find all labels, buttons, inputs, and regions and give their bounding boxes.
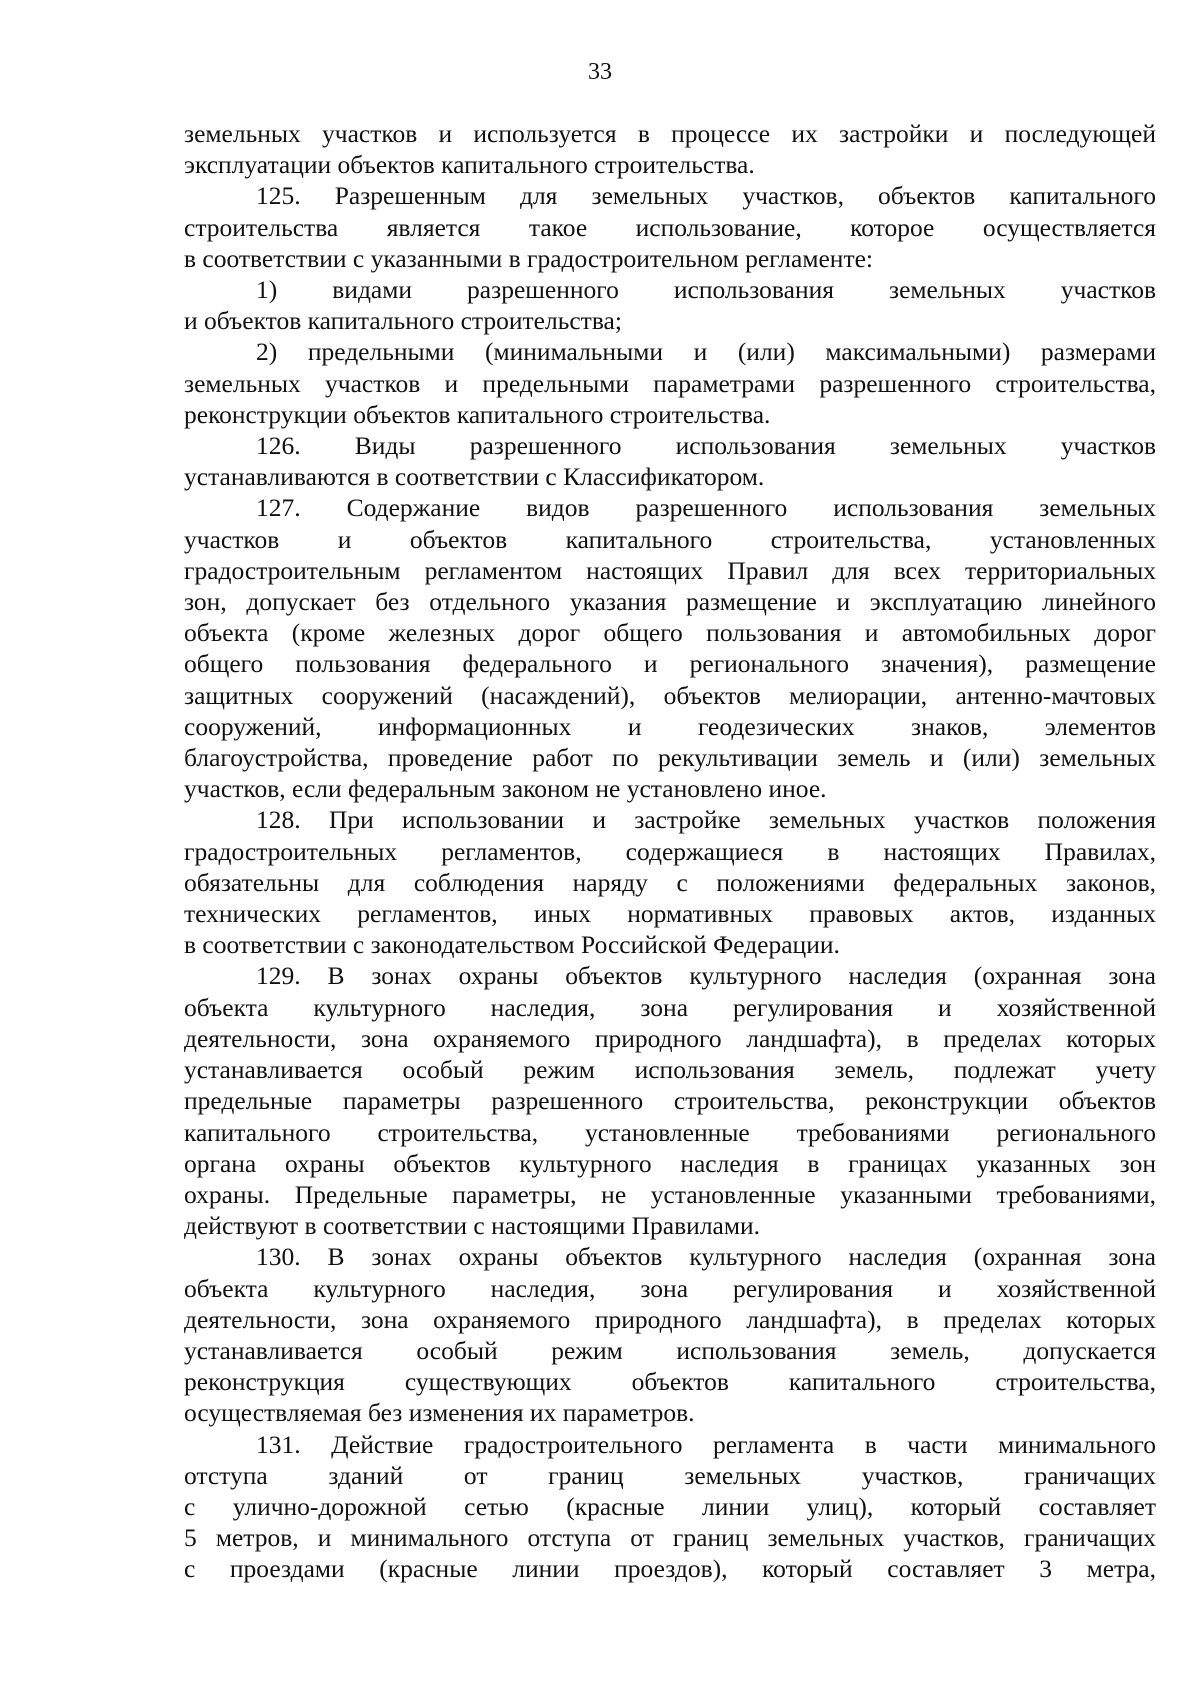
text-line: участков, если федеральным законом не установлено иное. — [184, 774, 827, 804]
text-line: действуют в соответствии с настоящими Правилами. — [184, 1211, 761, 1241]
text-line: технических регламентов, иных нормативных правовых актов, изданных — [184, 899, 1156, 929]
text-line: объекта (кроме железных дорог общего пользования и автомобильных дорог — [184, 618, 1156, 648]
text-line: с проездами (красные линии проездов), который составляет 3 метра, — [184, 1554, 1156, 1584]
text-line: деятельности, зона охраняемого природного ландшафта), в пределах которых — [184, 1304, 1156, 1334]
text-line: общего пользования федерального и регионального значения), размещение — [184, 649, 1156, 679]
text-line: 129. В зонах охраны объектов культурного наследия (охранная зона — [256, 961, 1156, 991]
text-line: участков и объектов капитального строительства, установленных — [184, 524, 1156, 554]
text-line: реконструкции объектов капитального строительства. — [184, 399, 771, 429]
text-line: 5 метров, и минимального отступа от границ земельных участков, граничащих — [184, 1523, 1156, 1553]
text-line: эксплуатации объектов капитального строительства. — [184, 150, 755, 180]
text-line: отступа зданий от границ земельных участков, граничащих — [184, 1460, 1156, 1490]
text-line: объекта культурного наследия, зона регулирования и хозяйственной — [184, 1273, 1156, 1303]
text-line: 128. При использовании и застройке земельных участков положения — [256, 805, 1156, 835]
text-line: устанавливается особый режим использования земель, подлежат учету — [184, 1055, 1156, 1085]
text-line: строительства является такое использование, которое осуществляется — [184, 212, 1156, 242]
text-line: градостроительным регламентом настоящих Правил для всех территориальных — [184, 555, 1156, 585]
text-line: в соответствии с законодательством Российской Федерации. — [184, 930, 840, 960]
text-line: градостроительных регламентов, содержащиеся в настоящих Правилах, — [184, 836, 1156, 866]
text-line: 127. Содержание видов разрешенного использования земельных — [256, 493, 1156, 523]
text-line: 131. Действие градостроительного регламента в части минимального — [256, 1429, 1156, 1459]
text-line: 2) предельными (минимальными и (или) максимальными) размерами — [256, 337, 1156, 367]
text-line: устанавливается особый режим использования земель, допускается — [184, 1335, 1156, 1365]
text-line: деятельности, зона охраняемого природного ландшафта), в пределах которых — [184, 1023, 1156, 1053]
text-line: 130. В зонах охраны объектов культурного наследия (охранная зона — [256, 1242, 1156, 1272]
text-line: 1) видами разрешенного использования земельных участков — [256, 275, 1156, 305]
text-line: обязательны для соблюдения наряду с положениями федеральных законов, — [184, 867, 1156, 897]
text-line: благоустройства, проведение работ по рекультивации земель и (или) земельных — [184, 743, 1156, 773]
text-line: защитных сооружений (насаждений), объектов мелиорации, антенно-мачтовых — [184, 680, 1156, 710]
text-line: капитального строительства, установленные требованиями регионального — [184, 1117, 1156, 1147]
text-line: земельных участков и используется в процессе их застройки и последующей — [184, 119, 1156, 148]
text-line: органа охраны объектов культурного наследия в границах указанных зон — [184, 1148, 1156, 1178]
text-line: осуществляемая без изменения их параметров. — [184, 1398, 695, 1428]
text-line: устанавливаются в соответствии с Классификатором. — [184, 462, 765, 492]
text-line: сооружений, информационных и геодезических знаков, элементов — [184, 711, 1156, 741]
text-line: и объектов капитального строительства; — [184, 306, 622, 336]
text-line: реконструкция существующих объектов капитального строительства, — [184, 1367, 1156, 1397]
document-body — [184, 118, 1156, 1585]
text-line: в соответствии с указанными в градостроительном регламенте: — [184, 243, 873, 273]
text-line: охраны. Предельные параметры, не установленные указанными требованиями, — [184, 1179, 1156, 1209]
text-line: предельные параметры разрешенного строительства, реконструкции объектов — [184, 1086, 1156, 1116]
text-line: объекта культурного наследия, зона регулирования и хозяйственной — [184, 992, 1156, 1022]
text-line: с улично-дорожной сетью (красные линии улиц), который составляет — [184, 1491, 1156, 1521]
text-line: зон, допускает без отдельного указания размещение и эксплуатацию линейного — [184, 587, 1156, 617]
text-line: 126. Виды разрешенного использования земельных участков — [256, 431, 1156, 461]
text-line: 125. Разрешенным для земельных участков, объектов капитального — [256, 181, 1156, 211]
page-number: 33 — [588, 59, 612, 85]
text-line: земельных участков и предельными параметрами разрешенного строительства, — [184, 368, 1156, 398]
